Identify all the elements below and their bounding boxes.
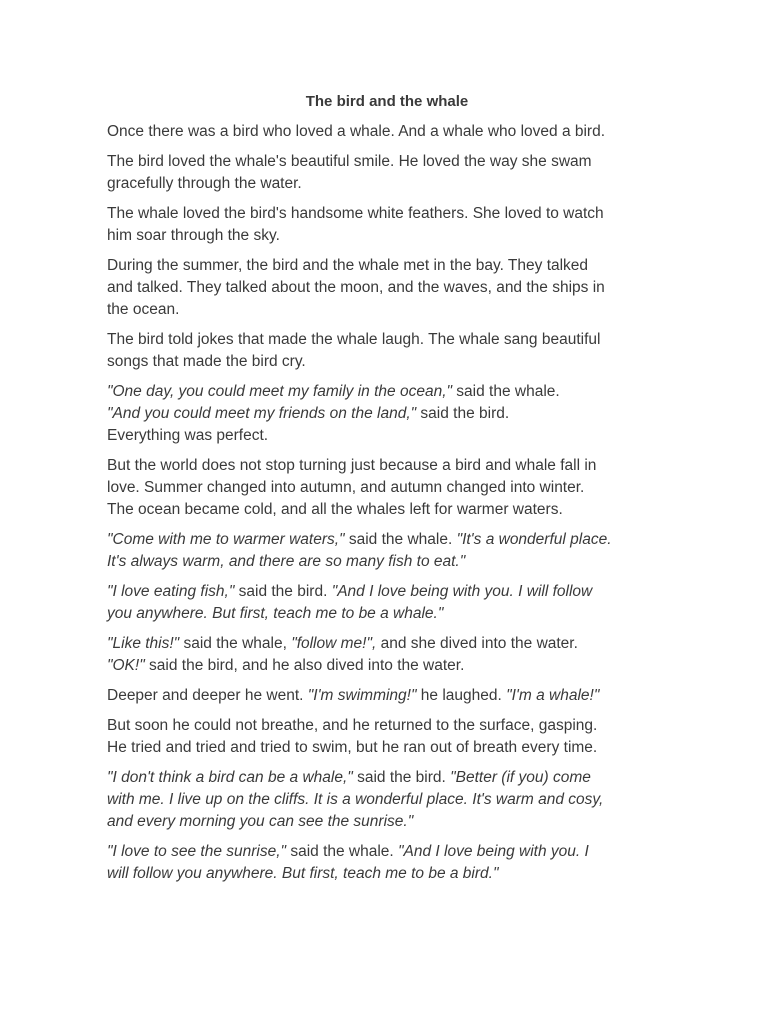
narration-text: Deeper and deeper he went. [107, 687, 308, 704]
text-line [107, 841, 667, 863]
text-line [107, 737, 667, 759]
text-line [107, 789, 667, 811]
narration-text: love. Summer changed into autumn, and autumn changed into winter. [107, 479, 585, 496]
narration-text: said the whale. [286, 843, 399, 860]
dialogue-text: you anywhere. But first, teach me to be a whale." [107, 605, 444, 622]
paragraph [107, 455, 667, 521]
text-line [107, 581, 667, 603]
document-page [107, 93, 667, 893]
text-line [107, 121, 667, 143]
text-line [107, 863, 667, 885]
dialogue-text: "It's a wonderful place. [456, 531, 612, 548]
dialogue-text: "I'm swimming!" [307, 687, 417, 704]
narration-text: The whale loved the bird's handsome white feathers. She loved to watch [107, 205, 604, 222]
dialogue-text: "And I love being with you. I [398, 843, 589, 860]
dialogue-text: will follow you anywhere. But first, teach me to be a bird." [107, 865, 499, 882]
paragraph [107, 685, 667, 707]
narration-text: The bird told jokes that made the whale laugh. The whale sang beautiful [107, 331, 601, 348]
paragraph [107, 767, 667, 833]
text-line [107, 767, 667, 789]
text-line [107, 403, 667, 425]
paragraph [107, 633, 667, 677]
narration-text: said the whale, [179, 635, 292, 652]
document-title: The bird and the whale [305, 93, 469, 110]
dialogue-text: "Better (if you) come [450, 769, 591, 786]
paragraph [107, 255, 667, 321]
narration-text: him soar through the sky. [107, 227, 280, 244]
dialogue-text: "I love eating fish," [107, 583, 235, 600]
dialogue-text: with me. I live up on the cliffs. It is a wonderful place. It's warm and cosy, [107, 791, 604, 808]
narration-text: said the whale. [452, 383, 560, 400]
narration-text: the ocean. [107, 301, 180, 318]
text-line [107, 477, 667, 499]
narration-text: The bird loved the whale's beautiful smile. He loved the way she swam [107, 153, 592, 170]
paragraph [107, 529, 667, 573]
dialogue-text: "Like this!" [107, 635, 180, 652]
dialogue-text: "One day, you could meet my family in the ocean," [107, 383, 452, 400]
text-line [107, 633, 667, 655]
narration-text: said the bird, and he also dived into the water. [144, 657, 465, 674]
document-body [107, 121, 667, 885]
dialogue-text: It's always warm, and there are so many fish to eat." [107, 553, 466, 570]
text-line [107, 173, 667, 195]
paragraph [107, 329, 667, 373]
paragraph [107, 381, 667, 447]
dialogue-text: "OK!" [107, 657, 145, 674]
paragraph [107, 581, 667, 625]
narration-text: Once there was a bird who loved a whale. And a whale who loved a bird. [107, 123, 606, 140]
text-line [107, 499, 667, 521]
dialogue-text: "I don't think a bird can be a whale," [107, 769, 353, 786]
narration-text: But the world does not stop turning just because a bird and whale fall in [107, 457, 597, 474]
text-line [107, 255, 667, 277]
narration-text: But soon he could not breathe, and he returned to the surface, gasping. [107, 717, 598, 734]
paragraph [107, 121, 667, 143]
narration-text: gracefully through the water. [107, 175, 302, 192]
paragraph [107, 841, 667, 885]
narration-text: He tried and tried and tried to swim, but he ran out of breath every time. [107, 739, 598, 756]
paragraph [107, 203, 667, 247]
text-line [107, 277, 667, 299]
dialogue-text: "Come with me to warmer waters," [107, 531, 345, 548]
narration-text: said the bird. [234, 583, 332, 600]
text-line [107, 455, 667, 477]
narration-text: said the whale. [344, 531, 457, 548]
text-line [107, 151, 667, 173]
narration-text: said the bird. [416, 405, 510, 422]
dialogue-text: "And you could meet my friends on the land," [107, 405, 417, 422]
text-line [107, 381, 667, 403]
text-line [107, 655, 667, 677]
dialogue-text: and every morning you can see the sunrise." [107, 813, 414, 830]
dialogue-text: "follow me!", [291, 635, 377, 652]
text-line [107, 299, 667, 321]
text-line [107, 351, 667, 373]
text-line [107, 551, 667, 573]
narration-text: During the summer, the bird and the whale met in the bay. They talked [107, 257, 589, 274]
text-line [107, 425, 667, 447]
dialogue-text: "I'm a whale!" [506, 687, 600, 704]
narration-text: The ocean became cold, and all the whales left for warmer waters. [107, 501, 563, 518]
text-line [107, 603, 667, 625]
narration-text: and she dived into the water. [376, 635, 578, 652]
narration-text: he laughed. [416, 687, 507, 704]
text-line [107, 225, 667, 247]
text-line [107, 811, 667, 833]
paragraph [107, 715, 667, 759]
dialogue-text: "I love to see the sunrise," [107, 843, 287, 860]
text-line [107, 529, 667, 551]
narration-text: Everything was perfect. [107, 427, 269, 444]
narration-text: songs that made the bird cry. [107, 353, 306, 370]
dialogue-text: "And I love being with you. I will follow [331, 583, 593, 600]
narration-text: and talked. They talked about the moon, and the waves, and the ships in [107, 279, 605, 296]
paragraph [107, 151, 667, 195]
narration-text: said the bird. [352, 769, 451, 786]
text-line [107, 715, 667, 737]
text-line [107, 685, 667, 707]
text-line [107, 329, 667, 351]
text-line [107, 203, 667, 225]
